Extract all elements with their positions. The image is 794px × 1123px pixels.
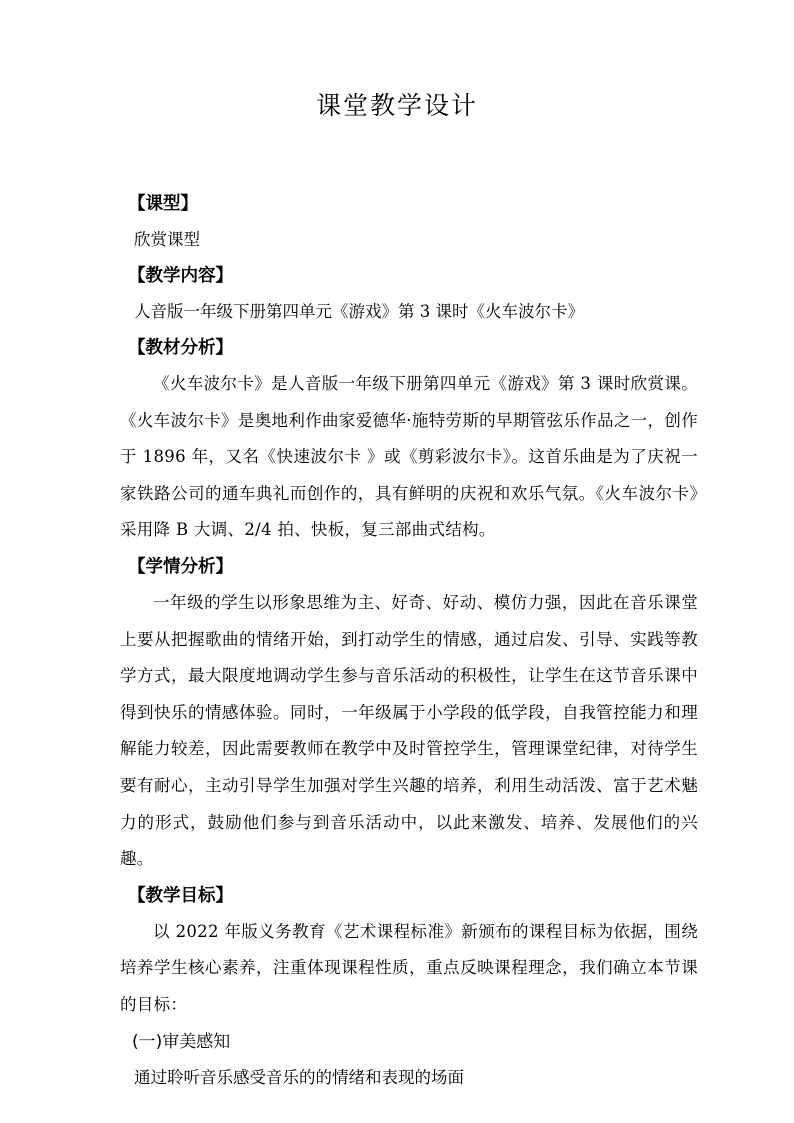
material-analysis-paragraph: 《火车波尔卡》是人音版一年级下册第四单元《游戏》第 3 课时欣赏课。《火车波尔卡》是奥地利作曲家爱德华·施特劳斯的早期管弦乐作品之一，创作于 1896 年，又名《快速波尔卡 》或《剪彩波尔卡》。这首乐曲是为了庆祝一家铁路公司的通车典礼而创作的，具有鲜明的庆祝和欢乐气氛。《火车波尔卡》采用降 B 大调、2/4 拍、快板，复三部曲式结构。	[120, 374, 698, 540]
document-title: 课堂教学设计	[315, 91, 478, 120]
section-heading-material-analysis: 【教材分析】	[128, 338, 233, 358]
lesson-type-text: 欣赏课型	[134, 230, 200, 249]
teaching-goals-paragraph: 以 2022 年版义务教育《艺术课程标准》新颁布的课程目标为依据，围绕培养学生核心素养，注重体现课程性质，重点反映课程理念，我们确立本节课的目标：	[120, 921, 698, 1014]
student-analysis-paragraph: 一年级的学生以形象思维为主、好奇、好动、模仿力强，因此在音乐课堂上要从把握歌曲的情绪开始，到打动学生的情感，通过启发、引导、实践等教学方式，最大限度地调动学生参与音乐活动的积极性，让学生在这节音乐课中得到快乐的情感体验。同时，一年级属于小学段的低学段，自我管控能力和理解能力较差，因此需要教师在教学中及时管控学生，管理课堂纪律，对待学生要有耐心，主动引导学生加强对学生兴趣的培养，利用生动活泼、富于艺术魅力的形式，鼓励他们参与到音乐活动中，以此来激发、培养、发展他们的兴趣。	[120, 592, 698, 869]
teaching-content-text: 人音版一年级下册第四单元《游戏》第 3 课时《火车波尔卡》	[134, 302, 584, 321]
goal-subheading-aesthetic-perception: (一)审美感知	[132, 1031, 231, 1052]
aesthetic-perception-text: 通过聆听音乐感受音乐的的情绪和表现的场面	[134, 1067, 464, 1087]
section-heading-lesson-type: 【课型】	[128, 194, 198, 214]
section-heading-student-analysis: 【学情分析】	[128, 556, 233, 577]
section-heading-teaching-goals: 【教学目标】	[128, 885, 233, 906]
section-heading-teaching-content: 【教学内容】	[128, 266, 233, 286]
